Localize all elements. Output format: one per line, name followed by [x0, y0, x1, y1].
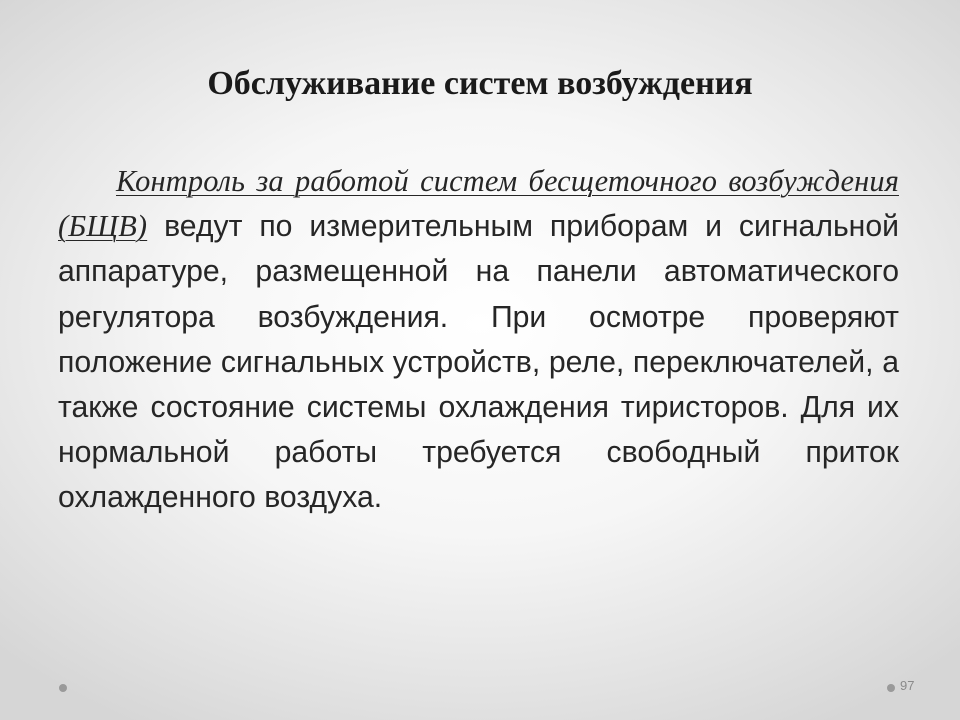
- slide-body-paragraph: [58, 159, 899, 521]
- slide-title: Обслуживание систем возбуждения: [207, 65, 753, 102]
- left-footer-dot: [59, 684, 67, 692]
- page-number: 97: [900, 678, 915, 693]
- right-footer-dot: [887, 684, 895, 692]
- body-text: ведут по измерительным приборам и сигнальной аппаратуре, размещенной на панели автоматического регулятора возбуждения. При осмотре проверяют положение сигнальных устройств, реле, переключателей, а также состояние системы охлаждения тиристоров. Для их нормальной работы требуется свободный приток охлажденного воздуха.: [58, 210, 899, 515]
- lead-phrase: Контроль за работой систем бесщеточного возбуждения (БЩВ): [58, 164, 899, 244]
